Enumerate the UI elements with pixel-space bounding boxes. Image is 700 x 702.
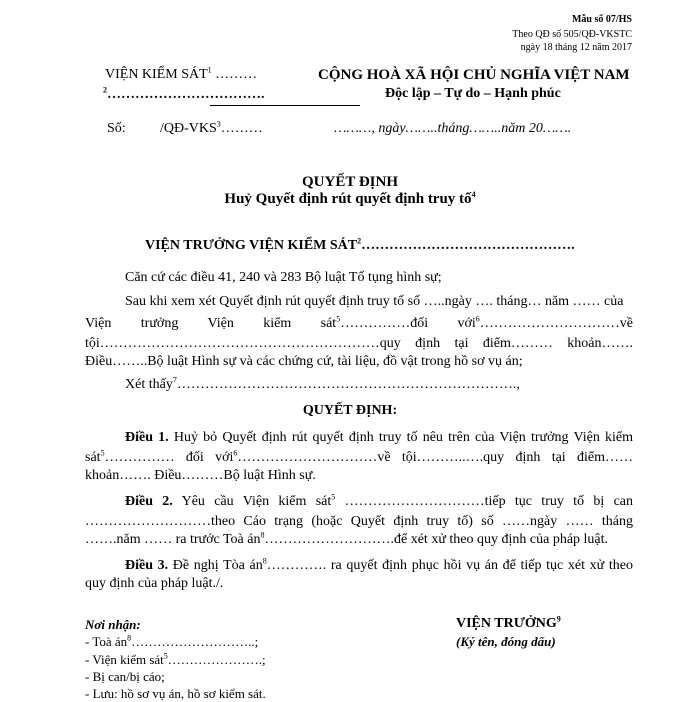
recipient-item: - Bị can/bị cáo;: [85, 669, 165, 684]
decision-number-label: Số:: [107, 121, 126, 136]
decision-heading: QUYẾT ĐỊNH:: [302, 403, 398, 418]
issue-date-line: ………, ngày……..tháng……..năm 20…….: [334, 121, 572, 136]
article-3-line-2: quy định của pháp luật./.: [85, 576, 224, 591]
article-2-line-2: ………………………theo Cáo trạng (hoặc Quyết định truy tố) số ……ngày …… tháng: [85, 514, 633, 529]
form-decision-ref: Theo QĐ số 505/QĐ-VKSTC: [512, 29, 632, 40]
recipient-item: - Toà $án^8\dots\dots\dots\dots\dots\dots\dots\dots\dots$..;: [85, 633, 259, 649]
issuing-authority: VIỆN TRƯỞNG VIỆN KIỂM SÁT$^2$……………………………………….: [145, 236, 575, 253]
review-line-1: Sau khi xem xét Quyết định rút quyết định truy tố số …..ngày …. tháng… năm …… của: [125, 294, 624, 309]
article-1-line-3: khoản……. Điều………Bộ luật Hình sự.: [85, 468, 316, 483]
legal-basis: Căn cứ các điều 41, 240 và 283 Bộ luật Tố tụng hình sự;: [125, 270, 442, 285]
form-number: Mẫu số 07/HS: [571, 14, 632, 25]
document-title: QUYẾT ĐỊNH: [302, 174, 398, 190]
decision-number: /QĐ-VKS$^3$………: [160, 119, 263, 136]
article-2-line-1: Điều 2. Yêu cầu Viện kiểm sát$^5$ …………………………tiếp tục truy tố bị can: [125, 492, 634, 509]
recipients-label: Nơi nhận:: [85, 617, 141, 632]
agency-subordinate: $^2$…………………………….: [103, 85, 265, 102]
article-2-line-3: …….năm …… ra trước Toà $án^8\dots\dots\dots\dots\dots\dots\dots\dots\dots.để$ xét xử theo quy định của pháp luật.: [85, 530, 609, 547]
finding-line: Xét thấy$^7$……………………………………………………………….,: [125, 375, 520, 392]
article-1-line-1: Điều 1. Huỷ bỏ Quyết định rút quyết định truy tố nêu trên của Viện trưởng Viện kiểm: [125, 430, 633, 445]
signer-title: VIỆN TRƯỞNG$^9$: [456, 614, 561, 631]
article-3-line-1: Điều 3. Đề nghị Tòa $án^8\dots\dots\dots\dots$. ra quyết định phục hồi vụ án để tiếp tục xét xử theo: [125, 556, 633, 573]
signature-note: (Ký tên, đóng dấu): [456, 634, 556, 649]
review-line-2: Viện trưởng Viện kiểm sát$^5$……………đối với$^6$…………………………về: [85, 314, 633, 331]
nation-name: CỘNG HOÀ XÃ HỘI CHỦ NGHĨA VIỆT NAM: [318, 67, 630, 83]
national-motto: Độc lập – Tự do – Hạnh phúc: [385, 86, 561, 101]
recipient-item: - Lưu: hồ sơ vụ án, hồ sơ kiểm sát.: [85, 686, 266, 701]
form-date: ngày 18 tháng 12 năm 2017: [520, 42, 632, 53]
review-line-3: tội……………………………………………………quy định tại điểm……… khoản…….: [85, 336, 633, 351]
document-subtitle: Huỷ Quyết định rút quyết định truy tố$^4$: [224, 190, 476, 207]
agency-name: VIỆN KIỂM SÁT$^1$ ………: [105, 65, 258, 82]
header-divider: [210, 105, 360, 106]
review-line-4: Điều……..Bộ luật Hình sự và các chứng cứ, tài liệu, đồ vật trong hồ sơ vụ án;: [85, 354, 523, 369]
recipient-item: - Viện kiểm sát$^5$………………….;: [85, 651, 266, 667]
article-1-line-2: sát$^5$…………… đối với$^6$…………………………về tội………..….quy định tại điểm……: [85, 448, 633, 465]
